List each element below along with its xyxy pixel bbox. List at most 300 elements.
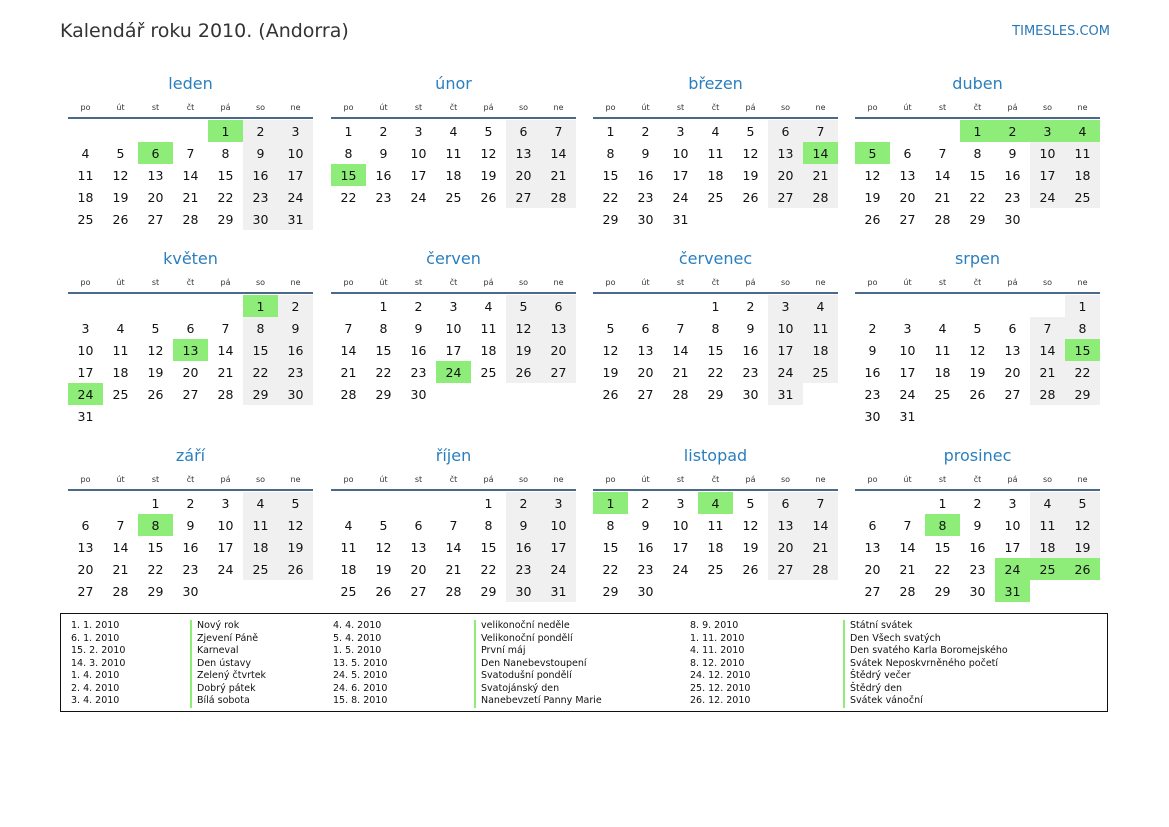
weekday-label: st [151, 474, 160, 484]
empty-cell [103, 295, 138, 317]
empty-cell [593, 295, 628, 317]
holiday-day-cell: 8 [138, 514, 173, 536]
day-cell: 12 [375, 539, 392, 555]
day-cell: 27 [637, 386, 654, 402]
day-cell: 22 [969, 189, 986, 205]
holiday-day-cell: 13 [173, 339, 208, 361]
day-cell: 20 [506, 164, 541, 186]
day-cell: 26 [375, 583, 392, 599]
day-cell: 12 [278, 514, 313, 536]
day-cell: 4 [116, 320, 125, 336]
day-cell: 7 [676, 320, 685, 336]
day-cell: 31 [899, 408, 916, 424]
day-cell: 15 [147, 539, 164, 555]
day-cell: 23 [410, 364, 427, 380]
holiday-name: Zelený čtvrtek [190, 670, 266, 683]
holiday-day-cell: 26 [1065, 558, 1100, 580]
day-grid [331, 295, 576, 405]
holiday-date: 15. 8. 2010 [333, 695, 388, 706]
holiday-day-cell: 2 [995, 120, 1030, 142]
legend-row [690, 620, 1008, 633]
empty-cell [173, 120, 208, 142]
day-cell: 11 [1030, 514, 1065, 536]
month-8 [855, 248, 1100, 427]
day-cell: 22 [375, 364, 392, 380]
weekday-label: po [605, 277, 616, 287]
day-cell: 30 [506, 580, 541, 602]
day-cell: 21 [934, 189, 951, 205]
day-cell: 18 [1065, 164, 1100, 186]
day-cell: 7 [186, 145, 195, 161]
day-cell: 8 [379, 320, 388, 336]
day-cell: 7 [541, 120, 576, 142]
weekday-label: čt [711, 102, 720, 112]
day-cell: 29 [375, 386, 392, 402]
weekday-label: čt [711, 474, 720, 484]
empty-cell [103, 120, 138, 142]
holiday-day-cell: 1 [593, 492, 628, 514]
day-cell: 3 [768, 295, 803, 317]
legend-row [71, 658, 266, 671]
weekday-label: so [780, 102, 791, 112]
day-cell: 28 [934, 211, 951, 227]
day-cell: 10 [899, 342, 916, 358]
day-cell: 28 [182, 211, 199, 227]
day-cell: 29 [243, 383, 278, 405]
day-cell: 14 [541, 142, 576, 164]
weekday-label: ne [553, 474, 564, 484]
header-rule [68, 489, 313, 491]
day-cell: 22 [934, 561, 951, 577]
holiday-date: 4. 4. 2010 [333, 620, 382, 631]
holiday-date: 8. 9. 2010 [690, 620, 739, 631]
day-cell: 8 [484, 517, 493, 533]
day-cell: 30 [637, 211, 654, 227]
day-cell: 25 [112, 386, 129, 402]
day-cell: 14 [340, 342, 357, 358]
day-cell: 7 [803, 120, 838, 142]
weekday-label: so [1042, 474, 1053, 484]
empty-cell [960, 295, 995, 317]
day-cell: 23 [864, 386, 881, 402]
legend-row [690, 633, 1008, 646]
day-cell: 19 [506, 339, 541, 361]
day-cell: 30 [742, 386, 759, 402]
day-cell: 11 [707, 517, 724, 533]
empty-cell [138, 120, 173, 142]
day-cell: 23 [278, 361, 313, 383]
weekday-label: st [414, 102, 423, 112]
day-cell: 10 [217, 517, 234, 533]
weekday-label: čt [186, 102, 195, 112]
day-cell: 25 [707, 189, 724, 205]
month-name: leden [168, 74, 213, 93]
weekday-label: út [903, 277, 912, 287]
day-cell: 14 [934, 167, 951, 183]
empty-cell [366, 492, 401, 514]
weekday-label: ne [553, 102, 564, 112]
empty-cell [855, 492, 890, 514]
day-cell: 13 [541, 317, 576, 339]
day-cell: 25 [77, 211, 94, 227]
weekday-label: so [780, 277, 791, 287]
day-cell: 15 [707, 342, 724, 358]
day-cell: 27 [182, 386, 199, 402]
weekday-label: út [116, 102, 125, 112]
day-cell: 26 [864, 211, 881, 227]
day-cell: 29 [147, 583, 164, 599]
weekday-label: po [343, 102, 354, 112]
day-cell: 6 [1008, 320, 1017, 336]
legend-row [333, 620, 602, 633]
day-cell: 19 [375, 561, 392, 577]
day-cell: 28 [112, 583, 129, 599]
day-cell: 19 [278, 536, 313, 558]
day-cell: 2 [414, 298, 423, 314]
day-cell: 16 [506, 536, 541, 558]
holiday-name: Karneval [190, 645, 239, 658]
holiday-name: Nový rok [190, 620, 239, 633]
weekday-label: st [414, 474, 423, 484]
day-cell: 9 [506, 514, 541, 536]
holiday-day-cell: 1 [960, 120, 995, 142]
day-cell: 7 [903, 517, 912, 533]
day-cell: 12 [742, 145, 759, 161]
month-name: květen [163, 249, 218, 268]
day-cell: 6 [506, 120, 541, 142]
weekday-label: pá [483, 102, 494, 112]
holiday-name: Den Nanebevstoupení [474, 658, 587, 671]
day-cell: 9 [973, 517, 982, 533]
day-cell: 19 [480, 167, 497, 183]
day-cell: 19 [1065, 536, 1100, 558]
day-cell: 14 [899, 539, 916, 555]
day-cell: 16 [969, 539, 986, 555]
day-cell: 10 [541, 514, 576, 536]
day-cell: 6 [768, 492, 803, 514]
holiday-name: První máj [474, 645, 526, 658]
day-cell: 17 [768, 339, 803, 361]
day-cell: 3 [1008, 495, 1017, 511]
weekday-label: pá [220, 102, 231, 112]
day-cell: 25 [934, 386, 951, 402]
weekday-label: čt [973, 474, 982, 484]
day-cell: 22 [243, 361, 278, 383]
day-cell: 27 [506, 186, 541, 208]
day-cell: 18 [707, 539, 724, 555]
day-cell: 4 [711, 123, 720, 139]
day-cell: 12 [112, 167, 129, 183]
day-cell: 15 [969, 167, 986, 183]
day-cell: 14 [182, 167, 199, 183]
day-cell: 11 [480, 320, 497, 336]
weekday-label: st [414, 277, 423, 287]
day-cell: 5 [746, 495, 755, 511]
holiday-day-cell: 4 [698, 492, 733, 514]
weekday-label: ne [290, 102, 301, 112]
holiday-day-cell: 24 [68, 383, 103, 405]
day-cell: 6 [541, 295, 576, 317]
day-cell: 17 [77, 364, 94, 380]
header-rule [593, 292, 838, 294]
day-cell: 1 [484, 495, 493, 511]
day-cell: 23 [742, 364, 759, 380]
holiday-date: 24. 6. 2010 [333, 682, 388, 694]
day-cell: 9 [641, 517, 650, 533]
holiday-day-cell: 4 [1065, 120, 1100, 142]
holiday-day-cell: 3 [1030, 120, 1065, 142]
day-cell: 18 [243, 536, 278, 558]
empty-cell [995, 295, 1030, 317]
header-rule [855, 292, 1100, 294]
holiday-name: velikonoční neděle [474, 620, 570, 633]
day-cell: 13 [864, 539, 881, 555]
day-grid [855, 492, 1100, 602]
holiday-date: 25. 12. 2010 [690, 682, 751, 694]
holiday-date: 15. 2. 2010 [71, 645, 126, 656]
day-cell: 10 [672, 517, 689, 533]
day-cell: 20 [147, 189, 164, 205]
day-cell: 20 [410, 561, 427, 577]
holiday-date: 13. 5. 2010 [333, 657, 388, 669]
weekday-label: po [867, 102, 878, 112]
day-cell: 10 [672, 145, 689, 161]
day-cell: 4 [243, 492, 278, 514]
day-cell: 10 [1030, 142, 1065, 164]
day-grid [593, 295, 838, 405]
day-cell: 22 [340, 189, 357, 205]
day-cell: 27 [768, 558, 803, 580]
holiday-name: Svatodušní pondělí [474, 670, 572, 683]
weekday-label: pá [220, 277, 231, 287]
day-cell: 19 [147, 364, 164, 380]
empty-cell [68, 295, 103, 317]
day-cell: 31 [768, 383, 803, 405]
day-cell: 3 [221, 495, 230, 511]
weekday-label: út [379, 277, 388, 287]
day-grid [68, 120, 313, 230]
day-cell: 23 [1004, 189, 1021, 205]
day-cell: 9 [278, 317, 313, 339]
day-cell: 21 [340, 364, 357, 380]
legend-row [333, 683, 602, 696]
day-cell: 29 [602, 211, 619, 227]
day-cell: 30 [637, 583, 654, 599]
holiday-day-cell: 8 [925, 514, 960, 536]
legend-row [71, 633, 266, 646]
empty-cell [68, 120, 103, 142]
day-cell: 2 [641, 495, 650, 511]
day-cell: 21 [182, 189, 199, 205]
day-cell: 21 [899, 561, 916, 577]
holiday-day-cell: 15 [1065, 339, 1100, 361]
weekday-header [331, 273, 576, 291]
day-cell: 17 [672, 539, 689, 555]
weekday-label: ne [1077, 474, 1088, 484]
day-cell: 21 [541, 164, 576, 186]
day-cell: 12 [602, 342, 619, 358]
day-cell: 19 [742, 167, 759, 183]
day-cell: 11 [934, 342, 951, 358]
day-cell: 26 [742, 189, 759, 205]
day-cell: 10 [77, 342, 94, 358]
day-cell: 3 [676, 123, 685, 139]
day-cell: 14 [672, 342, 689, 358]
day-cell: 9 [868, 342, 877, 358]
day-cell: 18 [707, 167, 724, 183]
weekday-label: út [903, 474, 912, 484]
holiday-name: Velikonoční pondělí [474, 633, 573, 646]
holiday-name: Štědrý den [843, 683, 902, 696]
weekday-label: ne [290, 474, 301, 484]
day-cell: 8 [1065, 317, 1100, 339]
day-cell: 11 [243, 514, 278, 536]
weekday-label: pá [1007, 474, 1018, 484]
site-link[interactable]: TIMESLES.COM [1012, 24, 1110, 39]
day-cell: 26 [742, 561, 759, 577]
day-cell: 9 [186, 517, 195, 533]
day-cell: 9 [1008, 145, 1017, 161]
holiday-date: 26. 12. 2010 [690, 695, 751, 706]
day-cell: 31 [541, 580, 576, 602]
empty-cell [1030, 295, 1065, 317]
day-cell: 19 [602, 364, 619, 380]
day-cell: 5 [116, 145, 125, 161]
day-cell: 29 [217, 211, 234, 227]
header-rule [68, 117, 313, 119]
day-cell: 26 [278, 558, 313, 580]
day-cell: 18 [340, 561, 357, 577]
day-cell: 28 [217, 386, 234, 402]
day-cell: 21 [217, 364, 234, 380]
day-cell: 11 [340, 539, 357, 555]
legend-row [71, 670, 266, 683]
holiday-date: 1. 11. 2010 [690, 632, 745, 644]
day-cell: 1 [151, 495, 160, 511]
holiday-date: 1. 1. 2010 [71, 620, 120, 631]
day-cell: 21 [1030, 361, 1065, 383]
day-cell: 21 [445, 561, 462, 577]
day-cell: 3 [278, 120, 313, 142]
day-cell: 17 [410, 167, 427, 183]
day-cell: 17 [1004, 539, 1021, 555]
weekday-label: čt [973, 102, 982, 112]
day-cell: 29 [1065, 383, 1100, 405]
day-cell: 7 [344, 320, 353, 336]
day-cell: 18 [77, 189, 94, 205]
day-cell: 26 [602, 386, 619, 402]
day-cell: 2 [379, 123, 388, 139]
day-cell: 28 [803, 186, 838, 208]
day-cell: 22 [602, 561, 619, 577]
day-cell: 5 [484, 123, 493, 139]
weekday-label: pá [1007, 277, 1018, 287]
day-cell: 26 [969, 386, 986, 402]
day-cell: 27 [147, 211, 164, 227]
day-cell: 2 [868, 320, 877, 336]
month-name: červenec [678, 249, 753, 268]
day-cell: 6 [81, 517, 90, 533]
weekday-header [855, 470, 1100, 488]
day-cell: 17 [899, 364, 916, 380]
day-cell: 5 [973, 320, 982, 336]
day-cell: 24 [768, 361, 803, 383]
day-cell: 3 [903, 320, 912, 336]
day-cell: 17 [672, 167, 689, 183]
day-cell: 15 [602, 539, 619, 555]
day-cell: 15 [480, 539, 497, 555]
holiday-name: Svatojánský den [474, 683, 559, 696]
weekday-header [68, 273, 313, 291]
weekday-label: út [641, 277, 650, 287]
day-cell: 7 [116, 517, 125, 533]
day-cell: 7 [803, 492, 838, 514]
day-cell: 14 [803, 514, 838, 536]
weekday-label: čt [711, 277, 720, 287]
weekday-label: pá [1007, 102, 1018, 112]
weekday-label: so [518, 102, 529, 112]
day-cell: 11 [112, 342, 129, 358]
day-cell: 1 [379, 298, 388, 314]
header-rule [331, 117, 576, 119]
day-cell: 27 [77, 583, 94, 599]
day-cell: 16 [1004, 167, 1021, 183]
month-name: říjen [435, 446, 472, 465]
weekday-header [855, 273, 1100, 291]
holiday-day-cell: 31 [995, 580, 1030, 602]
day-grid [593, 492, 838, 602]
day-cell: 9 [379, 145, 388, 161]
day-cell: 21 [803, 536, 838, 558]
weekday-label: út [903, 102, 912, 112]
day-cell: 1 [606, 123, 615, 139]
day-cell: 28 [803, 558, 838, 580]
day-cell: 17 [445, 342, 462, 358]
empty-cell [890, 120, 925, 142]
month-name: prosinec [943, 446, 1012, 465]
day-grid [331, 492, 576, 602]
holiday-date: 2. 4. 2010 [71, 682, 120, 694]
holiday-day-cell: 14 [803, 142, 838, 164]
day-cell: 27 [899, 211, 916, 227]
day-cell: 5 [1065, 492, 1100, 514]
holiday-name: Den ústavy [190, 658, 251, 671]
day-cell: 29 [602, 583, 619, 599]
weekday-label: ne [815, 277, 826, 287]
day-cell: 17 [278, 164, 313, 186]
empty-cell [628, 295, 663, 317]
day-cell: 22 [147, 561, 164, 577]
day-cell: 5 [746, 123, 755, 139]
day-cell: 17 [1030, 164, 1065, 186]
day-cell: 2 [641, 123, 650, 139]
day-cell: 20 [864, 561, 881, 577]
day-cell: 26 [112, 211, 129, 227]
day-cell: 13 [637, 342, 654, 358]
day-cell: 27 [1004, 386, 1021, 402]
day-cell: 19 [864, 189, 881, 205]
empty-cell [68, 492, 103, 514]
weekday-header [593, 470, 838, 488]
day-cell: 21 [803, 164, 838, 186]
legend-row [71, 683, 266, 696]
day-cell: 9 [414, 320, 423, 336]
holiday-name: Den Všech svatých [843, 633, 941, 646]
legend-column [71, 620, 266, 708]
month-name: srpen [954, 249, 1001, 268]
holiday-day-cell: 24 [436, 361, 471, 383]
legend-row [71, 620, 266, 633]
